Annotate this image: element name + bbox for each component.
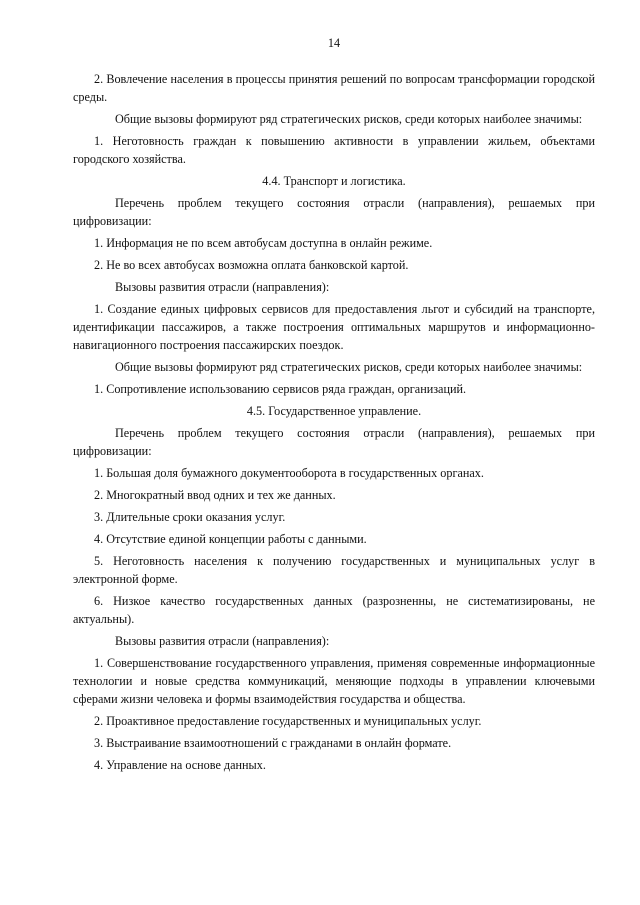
list-item: 3. Длительные сроки оказания услуг. — [94, 510, 286, 524]
list-item: 1. Совершенствование государственного управления, применяя современные информационные технологии и новые средства коммуникаций, меняющие подходы в управлении ключевыми сферами жизни человека и формы взаимодействия государства и общества. — [73, 656, 595, 706]
list-item: 2. Вовлечение населения в процессы принятия решений по вопросам трансформации городской среды. — [73, 72, 595, 104]
paragraph: Общие вызовы формируют ряд стратегических рисков, среди которых наиболее значимы: — [115, 360, 583, 374]
list-item: 2. Проактивное предоставление государственных и муниципальных услуг. — [94, 714, 482, 728]
list-item: 1. Информация не по всем автобусам доступна в онлайн режиме. — [94, 236, 433, 250]
list-item: 5. Неготовность населения к получению государственных и муниципальных услуг в электронной форме. — [73, 554, 595, 586]
page-number: 14 — [327, 36, 341, 50]
document-page — [73, 34, 595, 778]
paragraph: Перечень проблем текущего состояния отрасли (направления), решаемых при цифровизации: — [73, 426, 595, 458]
list-item: 4. Управление на основе данных. — [94, 758, 266, 772]
list-item: 1. Большая доля бумажного документооборота в государственных органах. — [94, 466, 484, 480]
list-item: 1. Неготовность граждан к повышению активности в управлении жильем, объектами городского хозяйства. — [73, 134, 595, 166]
section-heading: 4.4. Транспорт и логистика. — [262, 174, 406, 188]
list-item: 2. Не во всех автобусах возможна оплата банковской картой. — [94, 258, 409, 272]
list-item: 2. Многократный ввод одних и тех же данных. — [94, 488, 336, 502]
paragraph: Перечень проблем текущего состояния отрасли (направления), решаемых при цифровизации: — [73, 196, 595, 228]
list-item: 1. Сопротивление использованию сервисов ряда граждан, организаций. — [94, 382, 467, 396]
paragraph: Общие вызовы формируют ряд стратегических рисков, среди которых наиболее значимы: — [115, 112, 583, 126]
list-item: 6. Низкое качество государственных данных (разрозненны, не систематизированы, не актуальны). — [73, 594, 595, 626]
section-heading: 4.5. Государственное управление. — [246, 404, 422, 418]
list-item: 3. Выстраивание взаимоотношений с гражданами в онлайн формате. — [94, 736, 452, 750]
paragraph: Вызовы развития отрасли (направления): — [115, 634, 330, 648]
paragraph: Вызовы развития отрасли (направления): — [115, 280, 330, 294]
list-item: 4. Отсутствие единой концепции работы с данными. — [94, 532, 367, 546]
list-item: 1. Создание единых цифровых сервисов для предоставления льгот и субсидий на транспорте, идентификации пассажиров, а также построения оптимальных маршрутов и информационно-навигационного построения пассажирских поездок. — [73, 302, 595, 352]
